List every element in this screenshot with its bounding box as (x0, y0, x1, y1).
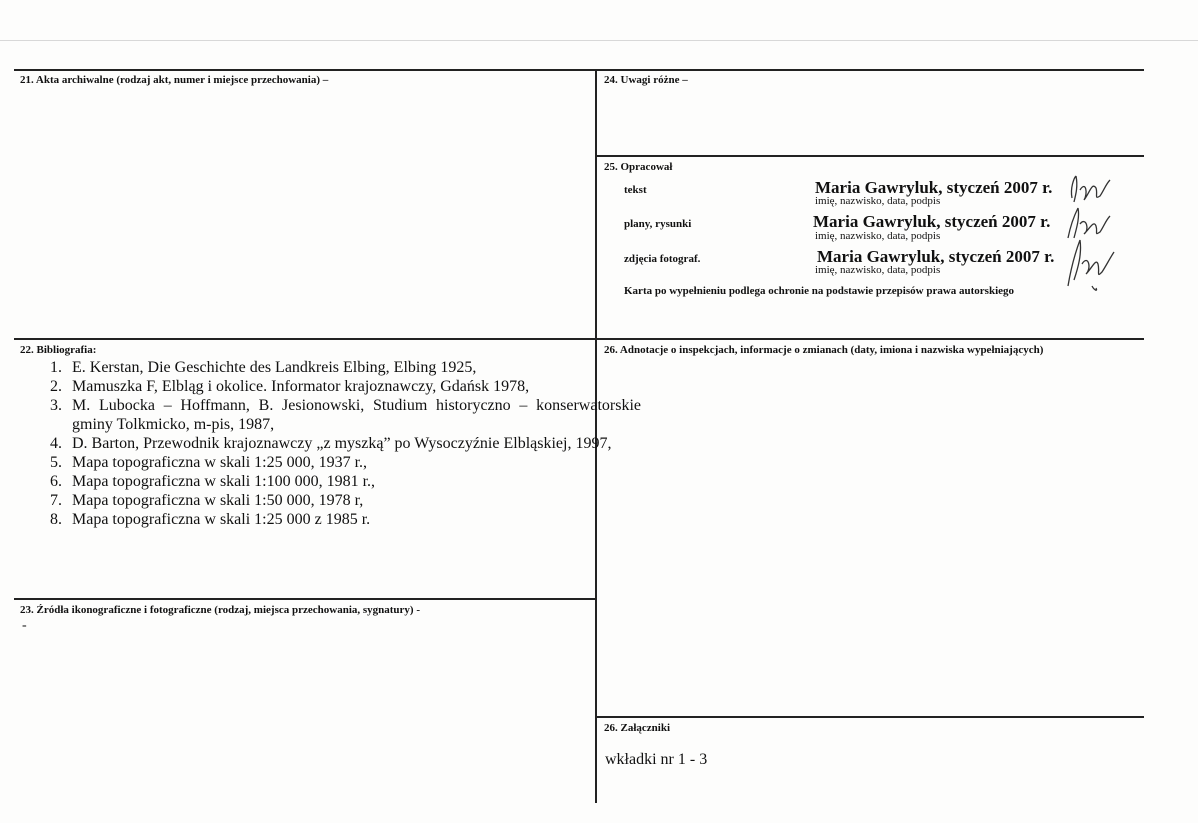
box24-heading: 24. Uwagi różne – (604, 74, 688, 86)
list-item: 1. E. Kerstan, Die Geschichte des Landkreis Elbing, Elbing 1925, (66, 358, 641, 377)
signature-caption: imię, nazwisko, data, podpis (815, 230, 941, 242)
author-name: Maria Gawryluk, styczeń 2007 r. (815, 178, 1053, 197)
copyright-note: Karta po wypełnieniu podlega ochronie na podstawie przepisów prawa autorskiego (624, 285, 1015, 297)
rule-23-top (14, 598, 595, 600)
list-item: 4. D. Barton, Przewodnik krajoznawczy „z myszką” po Wysoczyźnie Elbląskiej, 1997, (66, 434, 641, 453)
row-label-photos: zdjęcia fotograf. (624, 253, 701, 265)
list-item: 2. Mamuszka F, Elbląg i okolice. Informator krajoznawczy, Gdańsk 1978, (66, 377, 641, 396)
box22-heading: 22. Bibliografia: (20, 344, 97, 356)
author-name: Maria Gawryluk, styczeń 2007 r. (817, 247, 1055, 266)
list-item: 6. Mapa topograficzna w skali 1:100 000, 1981 r., (66, 472, 641, 491)
box23-heading: 23. Źródła ikonograficzne i fotograficzne (rodzaj, miejsca przechowania, sygnatury) - (20, 604, 421, 616)
box26-heading: 26. Adnotacje o inspekcjach, informacje o zmianach (daty, imiona i nazwiska wypełniających) (604, 344, 1044, 356)
handwritten-signature (1058, 236, 1124, 294)
row-label-text: tekst (624, 184, 647, 196)
list-item: 5. Mapa topograficzna w skali 1:25 000, 1937 r., (66, 453, 641, 472)
list-item: 8. Mapa topograficzna w skali 1:25 000 z 1985 r. (66, 510, 641, 529)
signature-caption: imię, nazwisko, data, podpis (815, 264, 941, 276)
box25-heading: 25. Opracował (604, 161, 673, 173)
rule-mid (14, 338, 1144, 340)
top-rule (14, 69, 1144, 71)
rule-25-top (595, 155, 1144, 157)
box21-heading: 21. Akta archiwalne (rodzaj akt, numer i miejsce przechowania) – (20, 74, 329, 86)
scan-edge-line (0, 40, 1198, 41)
attachments-heading: 26. Załączniki (604, 722, 671, 734)
box23-value: - (22, 618, 27, 633)
rule-zalaczniki-top (595, 716, 1144, 718)
list-item: 7. Mapa topograficzna w skali 1:50 000, 1978 r, (66, 491, 641, 510)
list-item: 3. M. Lubocka – Hoffmann, B. Jesionowski, Studium historyczno – konserwatorskie gminy Tolkmicko, m-pis, 1987, (66, 396, 641, 434)
row-label-plans: plany, rysunki (624, 218, 692, 230)
attachments-value: wkładki nr 1 - 3 (605, 751, 708, 768)
author-name: Maria Gawryluk, styczeń 2007 r. (813, 212, 1051, 231)
bibliography-list (18, 358, 641, 529)
signature-caption: imię, nazwisko, data, podpis (815, 195, 941, 207)
